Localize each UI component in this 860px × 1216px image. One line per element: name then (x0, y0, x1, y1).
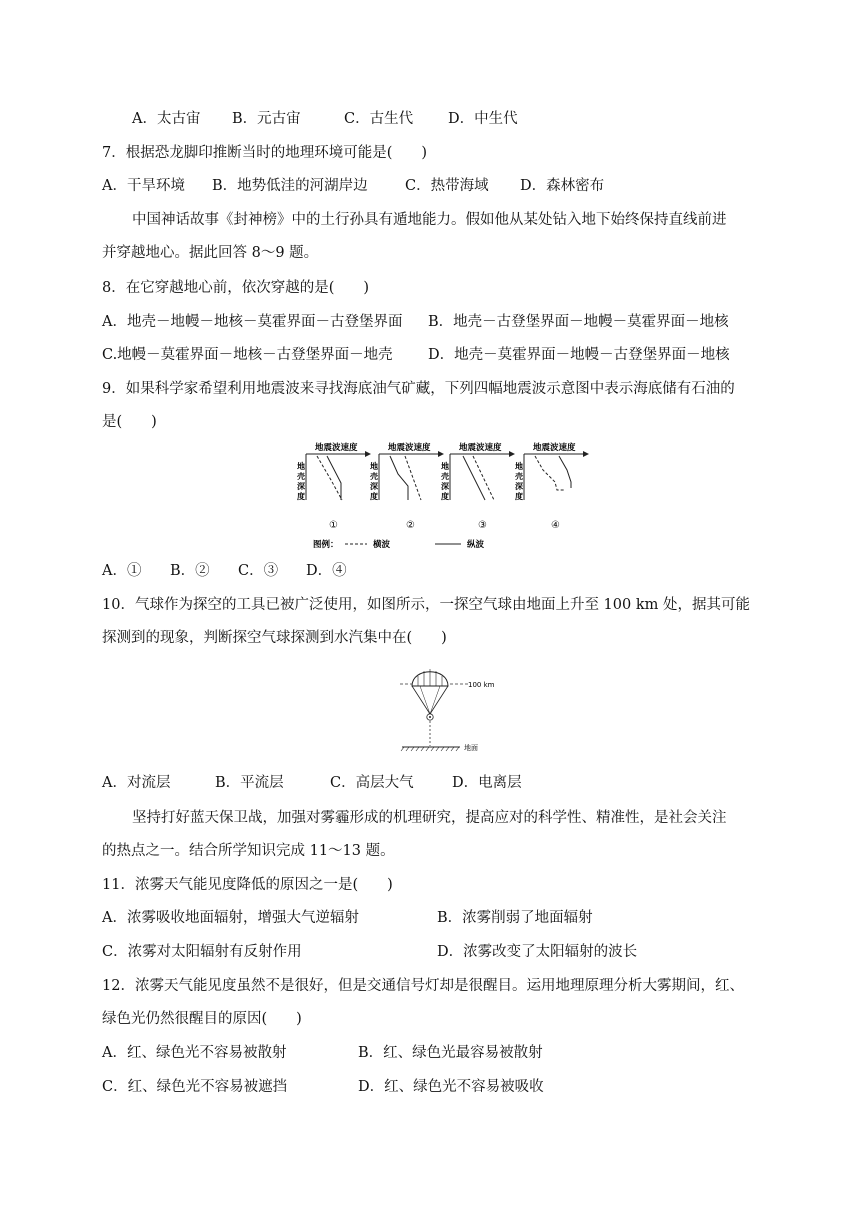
panel-1-y-label-3: 深 (297, 482, 305, 491)
q10-stem-line-1: 10．气球作为探空的工具已被广泛使用，如图所示，一探空气球由地面上升至 100 km 处，据其可能 (102, 597, 750, 613)
panel-2-y-label-3: 深 (370, 482, 378, 491)
q6-option-d: D．中生代 (448, 111, 518, 127)
panel-3-x-label: 地震波速度 (459, 443, 502, 453)
passage-1-line-2: 并穿越地心。据此回答 8～9 题。 (102, 245, 319, 261)
q8-option-d: D．地壳－莫霍界面－地幔－古登堡界面－地核 (428, 347, 730, 363)
q7-option-c: C．热带海域 (405, 178, 489, 194)
seismic-panel-2 (370, 442, 443, 531)
panel-4-x-label: 地震波速度 (533, 443, 576, 453)
q6-option-c: C．古生代 (344, 111, 414, 127)
legend-p-wave: 纵波 (467, 540, 485, 550)
passage-2-line-2: 的热点之一。结合所学知识完成 11～13 题。 (102, 843, 395, 859)
q9-option-b: B．② (170, 563, 210, 579)
q10-option-d: D．电离层 (452, 775, 522, 791)
panel-2-number: ② (406, 520, 415, 531)
q12-option-c: C．红、绿色光不容易被遮挡 (102, 1079, 288, 1095)
q10-option-c: C．高层大气 (330, 775, 414, 791)
height-label: 100 km (468, 681, 495, 689)
legend-s-wave: 横波 (373, 540, 391, 550)
q10-stem-line-2: 探测到的现象，判断探空气球探测到水汽集中在( ) (102, 630, 447, 646)
seismic-panel-1 (297, 442, 370, 531)
seismic-legend (313, 539, 485, 550)
q9-stem-line-2: 是( ) (102, 414, 157, 430)
q7-option-a: A．干旱环境 (102, 178, 185, 194)
q8-option-a: A．地壳－地幔－地核－莫霍界面－古登堡界面 (102, 314, 403, 330)
q9-stem-line-1: 9．如果科学家希望利用地震波来寻找海底油气矿藏，下列四幅地震波示意图中表示海底储有石油的 (102, 381, 735, 397)
panel-2-y-label-1: 地 (370, 462, 378, 471)
panel-3-y-label-3: 深 (441, 482, 449, 491)
legend-title: 图例： (313, 540, 339, 550)
q8-stem: 8．在它穿越地心前，依次穿越的是( ) (102, 280, 370, 296)
seismic-wave-figure (295, 438, 595, 553)
q11-stem: 11．浓雾天气能见度降低的原因之一是( ) (102, 877, 393, 893)
panel-4-number: ④ (551, 520, 560, 531)
panel-4-y-label-1: 地 (515, 462, 523, 471)
q12-option-d: D．红、绿色光不容易被吸收 (358, 1079, 544, 1095)
q12-option-a: A．红、绿色光不容易被散射 (102, 1045, 287, 1061)
passage-1-line-1: 中国神话故事《封神榜》中的土行孙具有遁地能力。假如他从某处钻入地下始终保持直线前进 (132, 212, 727, 228)
panel-1-x-label: 地震波速度 (315, 443, 358, 453)
passage-2-line-1: 坚持打好蓝天保卫战，加强对雾霾形成的机理研究，提高应对的科学性、精准性，是社会关注 (132, 810, 727, 826)
q11-option-d: D．浓雾改变了太阳辐射的波长 (437, 944, 638, 960)
q8-option-b: B．地壳－古登堡界面－地幔－莫霍界面－地核 (428, 314, 729, 330)
panel-3-y-label-2: 壳 (441, 472, 449, 481)
panel-1-number: ① (329, 520, 338, 531)
q10-option-b: B．平流层 (215, 775, 284, 791)
q12-stem-line-2: 绿色光仍然很醒目的原因( ) (102, 1011, 302, 1027)
panel-1-y-label-2: 壳 (297, 472, 305, 481)
panel-3-y-label-4: 度 (441, 492, 449, 501)
q7-option-b: B．地势低洼的河湖岸边 (212, 178, 368, 194)
panel-4-y-label-3: 深 (515, 482, 523, 491)
q10-option-a: A．对流层 (102, 775, 171, 791)
q6-option-b: B．元古宙 (232, 111, 301, 127)
q9-option-a: A．① (102, 563, 142, 579)
panel-4-y-label-2: 壳 (515, 472, 523, 481)
balloon-figure (398, 662, 508, 754)
panel-3-number: ③ (478, 520, 487, 531)
q11-option-c: C．浓雾对太阳辐射有反射作用 (102, 944, 302, 960)
panel-1-y-label-1: 地 (297, 462, 305, 471)
panel-3-y-label-1: 地 (441, 462, 449, 471)
q12-stem-line-1: 12．浓雾天气能见度虽然不是很好，但是交通信号灯却是很醒目。运用地理原理分析大雾期间，红、 (102, 978, 744, 994)
q11-option-a: A．浓雾吸收地面辐射，增强大气逆辐射 (102, 910, 359, 926)
q11-option-b: B．浓雾削弱了地面辐射 (437, 910, 593, 926)
q8-option-c: C.地幔－莫霍界面－地核－古登堡界面－地壳 (102, 347, 393, 363)
panel-2-y-label-2: 壳 (370, 472, 378, 481)
q12-option-b: B．红、绿色光最容易被散射 (358, 1045, 543, 1061)
q9-option-c: C．③ (238, 563, 279, 579)
q7-option-d: D．森林密布 (520, 178, 605, 194)
ground-label: 地面 (464, 744, 478, 752)
seismic-panel-3 (441, 442, 514, 531)
q7-stem: 7．根据恐龙脚印推断当时的地理环境可能是( ) (102, 145, 428, 161)
panel-4-y-label-4: 度 (515, 492, 523, 501)
panel-2-y-label-4: 度 (370, 492, 378, 501)
q9-option-d: D．④ (306, 563, 347, 579)
seismic-panel-4 (515, 442, 588, 531)
panel-2-x-label: 地震波速度 (388, 443, 431, 453)
q6-option-a: A．太古宙 (132, 111, 201, 127)
panel-1-y-label-4: 度 (297, 492, 305, 501)
